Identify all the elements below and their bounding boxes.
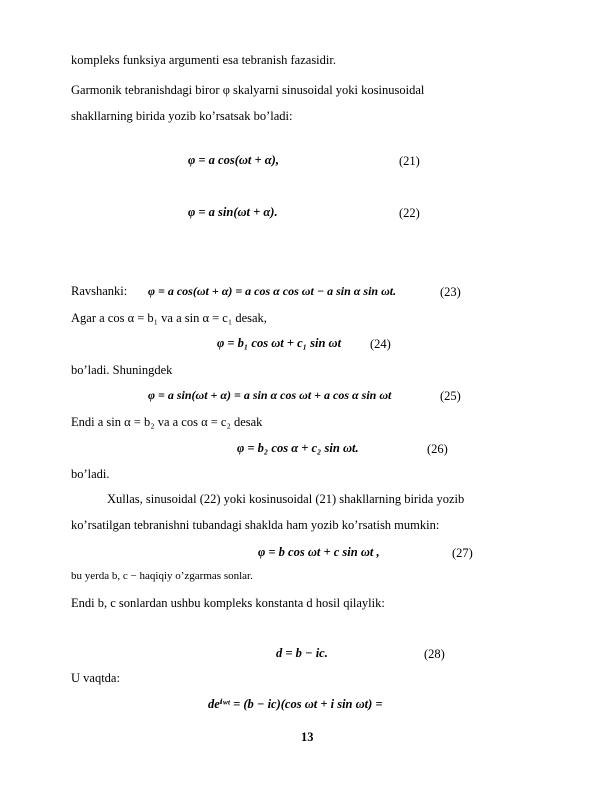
equation-24: φ = b₁ cos ωt + c₁ sin ωt [217,336,342,350]
text-line: kompleks funksiya argumenti esa tebranish fazasidir. [71,53,336,67]
equation-22: φ = a sin(ωt + α). [188,205,278,219]
text-line: ko’rsatilgan tebranishni tubandagi shaklda ham yozib ko’rsatish mumkin: [71,518,440,532]
equation-number: (27) [452,546,473,560]
equation-26: φ = b₂ cos α + c₂ sin ωt. [237,441,359,455]
text-line: bo’ladi. [71,467,110,481]
text-line: shakllarning birida yozib ko’rsatsak bo’ladi: [71,109,293,123]
text-line: Ravshanki: [71,284,128,298]
equation-23: φ = a cos(ωt + α) = a cos α cos ωt − a sin α sin ωt. [148,284,397,298]
page-number: 13 [301,730,314,744]
equation-number: (22) [399,206,420,220]
equation-number: (28) [424,647,445,661]
equation-number: (23) [440,285,461,299]
equation-number: (26) [427,442,448,456]
equation-29: deⁱʷᵗ = (b − ic)(cos ωt + i sin ωt) = [208,697,383,711]
text-line: Endi b, c sonlardan ushbu kompleks konstanta d hosil qilaylik: [71,596,385,610]
text-line: Endi a sin α = b₂ va a cos α = c₂ desak [71,415,263,429]
equation-27: φ = b cos ωt + c sin ωt , [258,545,380,559]
equation-25: φ = a sin(ωt + α) = a sin α cos ωt + a cos α sin ωt [148,388,392,402]
text-line: Garmonik tebranishdagi biror φ skalyarni sinusoidal yoki kosinusoidal [71,83,425,97]
equation-number: (21) [399,154,420,168]
equation-28: d = b − ic. [276,646,328,660]
text-line: Agar a cos α = b₁ va a sin α = c₁ desak, [71,311,267,325]
equation-number: (24) [370,337,391,351]
text-line: Xullas, sinusoidal (22) yoki kosinusoidal (21) shakllarning birida yozib [107,492,465,506]
equation-number: (25) [440,389,461,403]
equation-21: φ = a cos(ωt + α), [188,153,279,167]
text-line: bo’ladi. Shuningdek [71,363,173,377]
text-line: U vaqtda: [71,671,120,685]
text-line: bu yerda b, c − haqiqiy o’zgarmas sonlar. [71,570,253,582]
